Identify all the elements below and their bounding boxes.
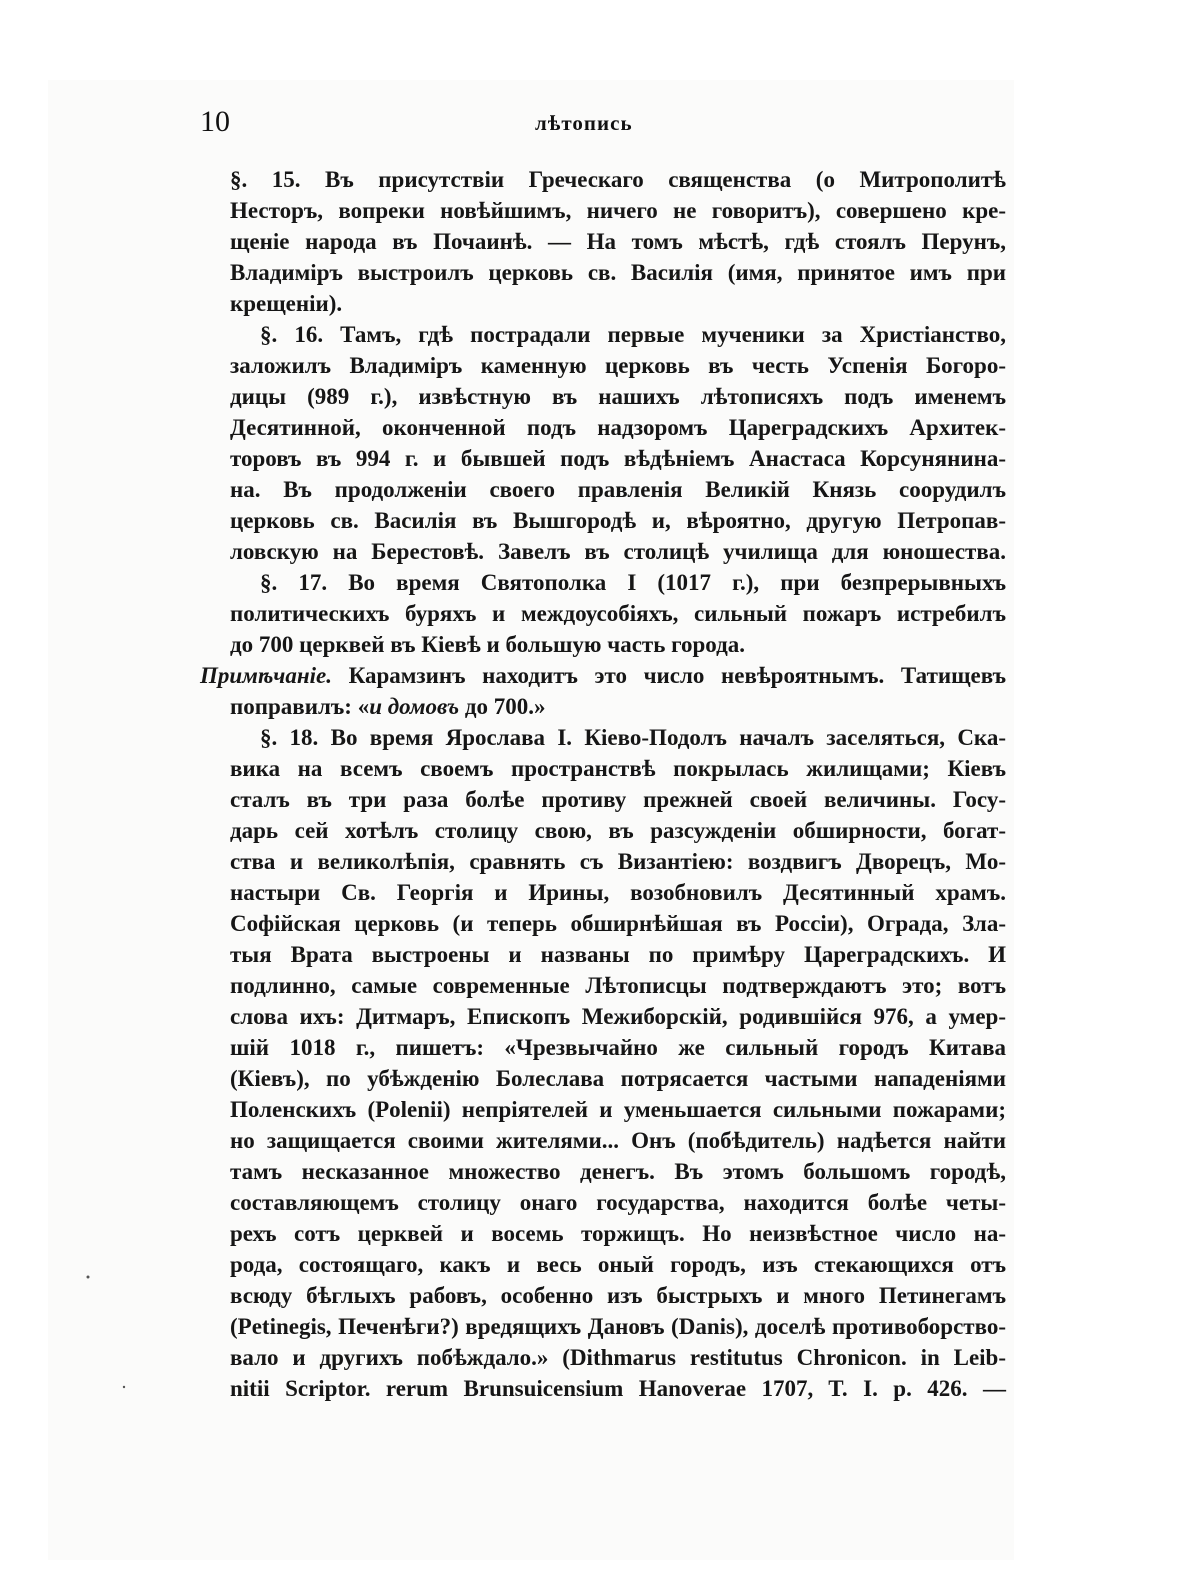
- text-line: тамъ несказанное множество денегъ. Въ этомъ большомъ городѣ,: [230, 1159, 1006, 1184]
- text-line: Десятинной, оконченной подъ надзоромъ Цареградскихъ Архитек-: [230, 415, 1006, 440]
- text-line: заложилъ Владиміръ каменную церковь въ честь Успенія Богоро-: [230, 353, 1006, 378]
- note-text-post: до 700.»: [459, 694, 546, 719]
- note: [200, 660, 1006, 722]
- text-line: торовъ въ 994 г. и бывшей подъ вѣдѣніемъ Анастаса Корсунянина-: [230, 446, 1006, 471]
- note-text: Карамзинъ находитъ это число невѣроятнымъ. Татищевъ: [348, 663, 1007, 688]
- section-16: [200, 319, 1006, 567]
- text-line: шій 1018 г., пишетъ: «Чрезвычайно же сильный городъ Китава: [230, 1035, 1006, 1060]
- running-head: [200, 105, 1000, 149]
- text-line: Поленскихъ (Polenii) непріятелей и уменьшается сильными пожарами;: [230, 1097, 1006, 1122]
- text-line: тыя Врата выстроены и названы по примѣру Цареградскихъ. И: [230, 942, 1006, 967]
- text-line: вика на всемъ своемъ пространствѣ покрылась жилищами; Кіевъ: [230, 756, 1006, 781]
- text-line: §. 15. Въ присутствіи Греческаго священства (о Митрополитѣ: [230, 167, 1006, 192]
- text-line: рехъ сотъ церквей и восемь торжищъ. Но неизвѣстное число на-: [230, 1221, 1006, 1246]
- text-line: ства и великолѣпія, сравнять съ Византіею: воздвигъ Дворецъ, Мо-: [230, 849, 1006, 874]
- text-line: (Petinegis, Печенѣги?) вредящихъ Дановъ (Danis), доселѣ противоборство-: [230, 1314, 1006, 1339]
- text-line: сталъ въ три раза болѣе противу прежней своей величины. Госу-: [230, 787, 1006, 812]
- text-line: дицы (989 г.), извѣстную въ нашихъ лѣтописяхъ подъ именемъ: [230, 384, 1006, 409]
- text-line: политическихъ буряхъ и междоусобіяхъ, сильный пожаръ истребилъ: [230, 601, 1006, 626]
- text-line: дарь сей хотѣлъ столицу свою, въ разсужденіи обширности, богат-: [230, 818, 1006, 843]
- page-number: 10: [200, 105, 230, 138]
- text-line: Несторъ, вопреки новѣйшимъ, ничего не говоритъ), совершено кре-: [230, 198, 1006, 223]
- text-line: крещеніи).: [230, 291, 343, 316]
- text-line: (Кіевъ), по убѣжденію Болеслава потрясается частыми нападеніями: [230, 1066, 1006, 1091]
- note-text-pre: поправилъ: «: [230, 694, 370, 719]
- text-line: слова ихъ: Дитмаръ, Епископъ Межиборскій, родившійся 976, а умер-: [230, 1004, 1006, 1029]
- note-label: Примѣчаніе.: [200, 663, 332, 688]
- text-line: Владиміръ выстроилъ церковь св. Василія (имя, принятое имъ при: [230, 260, 1006, 285]
- section-17: [200, 567, 1006, 660]
- text-block: [200, 164, 1006, 1404]
- text-line: настыри Св. Георгія и Ирины, возобновилъ Десятинный храмъ.: [230, 880, 1006, 905]
- text-line: на. Въ продолженіи своего правленія Великій Князь соорудилъ: [230, 477, 1006, 502]
- text-line: §. 17. Во время Святополка I (1017 г.), при безпрерывныхъ: [260, 570, 1006, 595]
- text-line: nitii Scriptor. rerum Brunsuicensium Hanoverae 1707, T. I. p. 426. —: [230, 1376, 1006, 1401]
- text-line: подлинно, самые современные Лѣтописцы подтверждаютъ это; вотъ: [230, 973, 1006, 998]
- text-line: ловскую на Берестовѣ. Завелъ въ столицѣ училища для юношества.: [230, 539, 1006, 564]
- text-line: щеніе народа въ Почаинѣ. — На томъ мѣстѣ, гдѣ стоялъ Перунъ,: [230, 229, 1006, 254]
- text-line: церковь св. Василія въ Вышгородѣ и, вѣроятно, другую Петропав-: [230, 508, 1006, 533]
- section-18: [200, 722, 1006, 1404]
- text-line: до 700 церквей въ Кіевѣ и большую часть города.: [230, 632, 746, 657]
- text-line: рода, состоящаго, какъ и весь оный городъ, изъ стекающихся отъ: [230, 1252, 1006, 1277]
- text-line: всюду бѣглыхъ рабовъ, особенно изъ быстрыхъ и много Петинегамъ: [230, 1283, 1006, 1308]
- text-line: §. 16. Тамъ, гдѣ пострадали первые мученики за Христіанство,: [260, 322, 1006, 347]
- text-line: но защищается своими жителями... Онъ (побѣдитель) надѣется найти: [230, 1128, 1006, 1153]
- section-15: [200, 164, 1006, 319]
- note-line-1: [200, 660, 1006, 691]
- note-italic-phrase: и домовъ: [369, 694, 460, 719]
- text-line: вало и другихъ побѣждало.» (Dithmarus restitutus Chronicon. in Leib-: [230, 1345, 1006, 1370]
- running-title: лѣтопись: [535, 111, 633, 135]
- text-line: §. 18. Во время Ярослава I. Кіево-Подолъ началъ заселяться, Ска-: [260, 725, 1006, 750]
- text-line: Софійская церковь (и теперь обширнѣйшая въ Россіи), Ограда, Зла-: [230, 911, 1006, 936]
- text-line: составляющемъ столицу онаго государства, находится болѣе четы-: [230, 1190, 1006, 1215]
- note-line-2: [230, 691, 1006, 722]
